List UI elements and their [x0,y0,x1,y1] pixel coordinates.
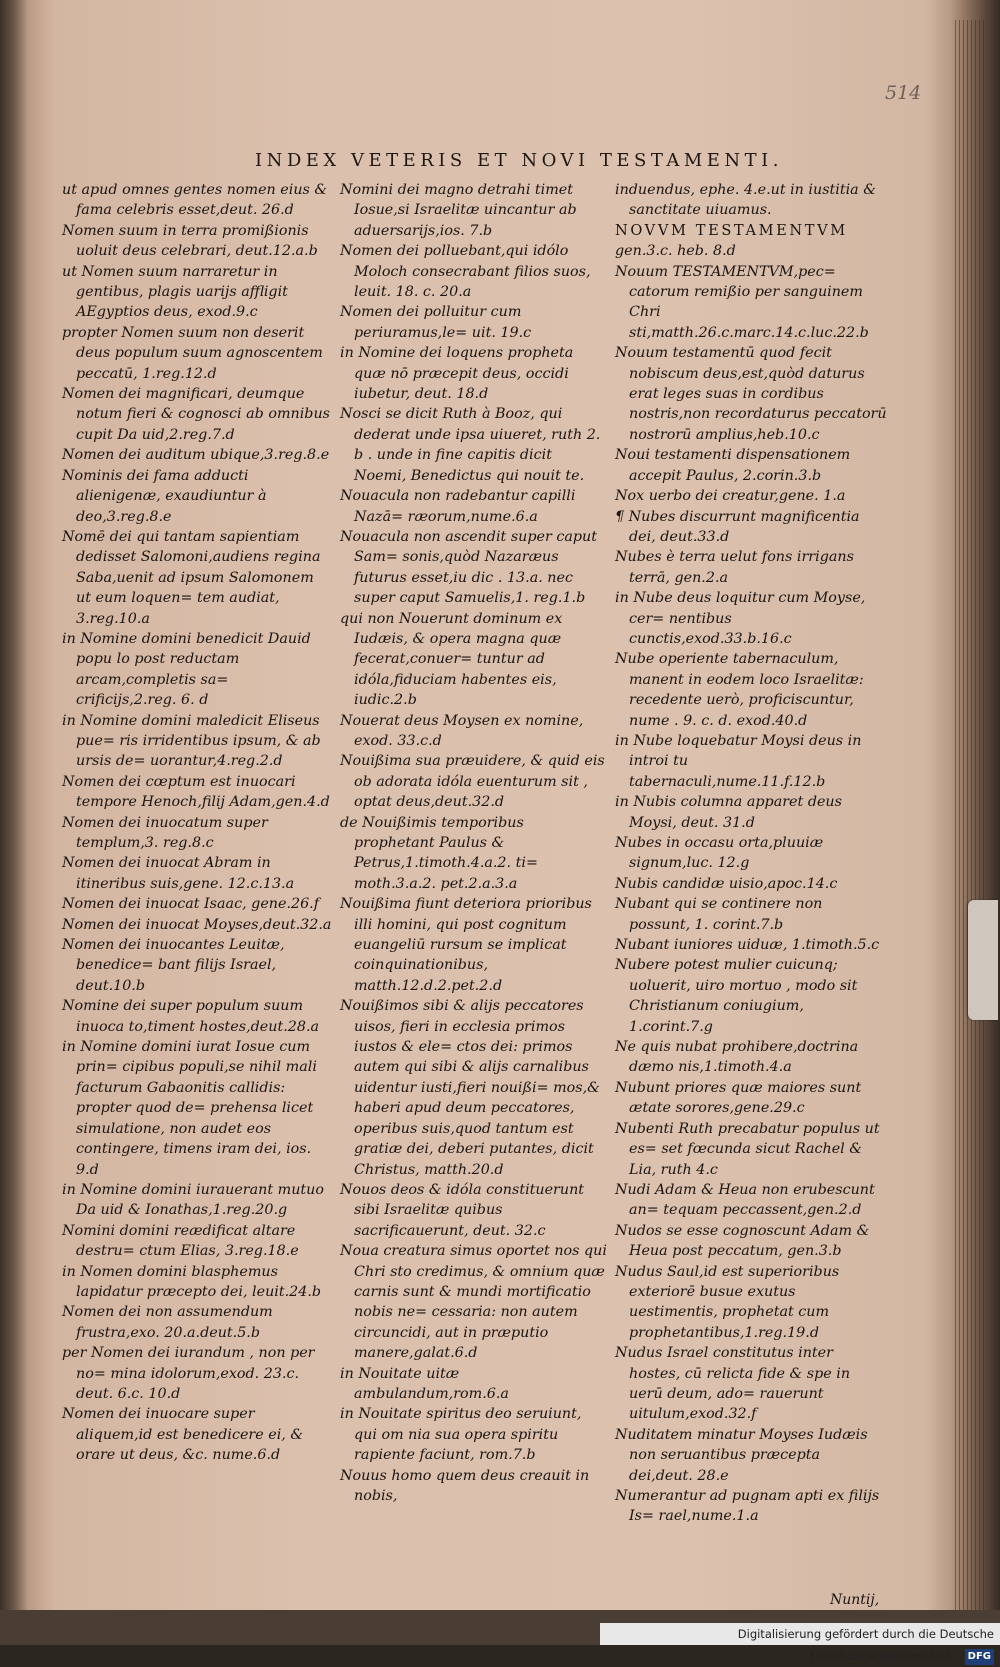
index-entry: induendus, ephe. 4.e.ut in iustitia & sanctitate uiuamus. [615,182,876,219]
folio-number: 514 [885,82,922,104]
index-entry: in Nomine domini benedicit Dauid popu lo post reductam arcam,completis sa= crificijs,2.reg. 6. d [62,630,311,709]
index-entry: Nudos se esse cognoscunt Adam & Heua post peccatum, gen.3.b [615,1222,870,1260]
index-entry: propter Nomen suum non deserit deus populum suum agnoscentem peccatū, 1.reg.12.d [62,324,323,382]
index-entry: Nube operiente tabernaculum, manent in eodem loco Israelitæ: recedente uerò, proficiscuntur, nume . 9. c. d. exod.40.d [615,651,864,729]
index-entry: Nouus homo quem deus creauit in nobis, [340,1467,590,1504]
index-entry: ut Nomen suum narraretur in gentibus, plagis uarijs affligit AEgyptios deus, exod.9.c [62,263,288,321]
index-entry: in Nouitate uitæ ambulandum,rom.6.a [340,1365,509,1402]
index-entry: Nomen dei inuocat Abram in itineribus suis,gene. 12.c.13.a [62,855,295,892]
index-entry: Nomen dei polluitur cum periuramus,le= uit. 19.c [340,304,532,341]
index-entry: Nouum TESTAMENTVM,pec= catorum remißio per sanguinem Chri sti,matth.26.c.marc.14.c.luc.22.b [615,263,869,341]
index-entry: Nomen dei inuocat Isaac, gene.26.f [62,896,320,913]
page-edges [955,20,985,1610]
index-entry: Nomini dei magno detrahi timet Iosue,si Israelitæ uincantur ab aduersarijs,ios. 7.b [340,182,577,239]
index-entry: Nubunt priores quæ maiores sunt ætate sorores,gene.29.c [615,1079,862,1117]
index-entry: Nomine dei super populum suum inuoca to,timent hostes,deut.28.a [62,998,320,1035]
index-entry: Nouißima sua præuidere, & quid eis ob adorata idóla euenturum sit , optat deus,deut.32.d [340,753,605,811]
index-column-1 [62,180,332,1466]
index-entry: Nubant iuniores uiduæ, 1.timoth.5.c [615,937,880,954]
index-entry: Nomini domini reædificat altare destru= ctum Elias, 3.reg.18.e [62,1222,299,1260]
index-entry: Nouißima fiunt deteriora prioribus illi homini, qui post cognitum euangeliū rursum se implicat coinquinationibus, matth.12.d.2.pet.2.d [340,896,592,994]
index-entry: in Nomine domini iurat Iosue cum prin= cipibus populi,se nihil mali facturum Gabaonitis callidis: propter quod de= prehensa licet simulatione, non audet eos contingere, timens iram dei, ios. 9.d [62,1039,317,1178]
index-entry: ut apud omnes gentes nomen eius & fama celebris esset,deut. 26.d [62,182,328,219]
index-entry: Nudus Saul,id est superioribus exteriorē busue exutus uestimentis, prophetat cum prophetantibus,1.reg.19.d [615,1263,840,1341]
index-entry: Nouerat deus Moysen ex nomine, exod. 33.c.d [340,712,584,749]
index-entry: Nomen dei inuocat Moyses,deut.32.a [62,916,332,933]
index-entry: Ne quis nubat prohibere,doctrina dæmo nis,1.timoth.4.a [615,1039,859,1076]
index-entry: Numerantur ad pugnam apti ex filijs Is= rael,nume.1.a [615,1488,880,1525]
catchword: Nuntij, [830,1592,880,1608]
index-entry: Nomē dei qui tantam sapientiam dedisset Salomoni,audiens regina Saba,uenit ad ipsum Salomonem ut eum loquen= tem audiat, 3.reg.10.a [62,528,321,627]
index-entry: qui non Nouerunt dominum ex Iudæis, & opera magna quæ fecerat,conuer= tuntur ad idóla,fiduciam habentes eis, iudic.2.b [340,610,563,709]
index-entry: in Nouitate spiritus deo seruiunt, qui om nia sua opera spiritu rapiente faciunt, rom.7.b [340,1406,582,1464]
index-entry: in Nube deus loquitur cum Moyse, cer= nentibus cunctis,exod.33.b.16.c [615,590,866,647]
index-entry: Nosci se dicit Ruth à Booz, qui dederat unde ipsa uiueret, ruth 2. b . unde in fine capitis dicit Noemi, Benedictus qui nouit te. [340,406,601,484]
index-entry: Nomen suum in terra promißionis uoluit deus celebrari, deut.12.a.b [62,222,318,260]
digitization-footer [600,1623,1000,1663]
running-header: INDEX VETERIS ET NOVI TESTAMENTI. [255,150,784,171]
index-entry: Nomen dei inuocatum super templum,3. reg.8.c [62,814,268,851]
index-column-3 [615,180,887,1527]
index-entry: Nouißimos sibi & alijs peccatores uisos, fieri in ecclesia primos iustos & ele= ctos dei: primos autem qui sibi & alijs carnalibus uidentur iusti,fieri nouißi= mos,& haberi apud deum peccatores, operibus suis,quod tantum est gratiæ dei, deberi putantes, dicit Christus, matth.20.d [340,998,600,1178]
index-entry: Nudus Israel constitutus inter hostes, cū relicta fide & spe in uerū deum, ado= rauerunt uitulum,exod.32.f [615,1345,851,1423]
index-entry: gen.3.c. heb. 8.d [615,243,736,260]
index-entry: Nouum testamentū quod fecit nobiscum deus,est,quòd daturus erat leges suas in cordibus nostris,non recordaturus peccatorū nostrorū amplius,heb.10.c [615,345,887,443]
index-entry: in Nubis columna apparet deus Moysi, deut. 31.d [615,794,842,831]
index-entry: Noua creatura simus oportet nos qui Chri sto credimus, & omnium quæ carnis sunt & mundi mortificatio nobis ne= cessaria: non autem circuncidi, aut in præputio manere,galat.6.d [340,1243,607,1362]
index-column-2 [340,180,608,1506]
dfg-logo: DFG [965,1649,994,1665]
index-entry: Nomen dei magnificari, deumque notum fieri & cognosci ab omnibus cupit Da uid,2.reg.7.d [62,386,330,443]
index-entry: Nomen dei cœptum est inuocari tempore Henoch,filij Adam,gen.4.d [62,773,330,811]
index-entry: Nubere potest mulier cuicunq; uoluerit, uiro mortuo , modo sit Christianum coniugium, 1.corint.7.g [615,957,858,1035]
index-entry: de Nouißimis temporibus prophetant Paulus & Petrus,1.timoth.4.a.2. ti= moth.3.a.2. pet.2.a.3.a [340,814,538,892]
index-entry: Nudi Adam & Heua non erubescunt an= tequam peccassent,gen.2.d [615,1181,875,1219]
index-entry: Noui testamenti dispensationem accepit Paulus, 2.corin.3.b [615,447,851,484]
index-entry: Nubes in occasu orta,pluuiæ signum,luc. 12.g [615,835,824,872]
index-entry: Nomen dei polluebant,qui idólo Moloch consecrabant filios suos, leuit. 18. c. 20.a [340,243,591,301]
index-entry: Nouacula non ascendit super caput Sam= sonis,quòd Nazaræus futurus esset,iu dic . 13.a. nec super caput Samuelis,1. reg.1.b [340,528,597,607]
index-entry: Nouos deos & idóla constituerunt sibi Israelitæ quibus sacrificauerunt, deut. 32.c [340,1181,585,1239]
index-entry: Nomen dei inuocantes Leuitæ, benedice= bant filijs Israel, deut.10.b [62,937,285,994]
index-entry: Nuditatem minatur Moyses Iudæis non seruantibus præcepta dei,deut. 28.e [615,1426,868,1484]
bookmark-tab [968,900,998,1020]
index-entry: Nubis candidæ uisio,apoc.14.c [615,875,838,892]
index-entry: Nominis dei fama adducti alienigenæ, exaudiuntur à deo,3.reg.8.e [62,467,267,525]
index-entry: Nox uerbo dei creatur,gene. 1.a [615,488,846,505]
index-entry: in Nomen domini blasphemus lapidatur præcepto dei, leuit.24.b [62,1263,322,1300]
index-entry: Nomen dei inuocare super aliquem,id est benedicere ei, & orare ut deus, &c. nume.6.d [62,1406,304,1464]
index-entry: ¶ Nubes discurrunt magnificentia dei, deut.33.d [615,508,860,545]
index-entry: Nubes è terra uelut fons irrigans terrā, gen.2.a [615,549,854,586]
index-entry: Nubant qui se continere non possunt, 1. corint.7.b [615,896,823,933]
index-entry: in Nomine domini maledicit Eliseus pue= ris irridentibus ipsum, & ab ursis de= uorantur,4.reg.2.d [62,712,321,770]
index-entry: Nouacula non radebantur capilli Nazā= ræorum,nume.6.a [340,488,576,525]
index-entry: Nomen dei non assumendum frustra,exo. 20.a.deut.5.b [62,1304,273,1341]
index-entry: per Nomen dei iurandum , non per no= mina idolorum,exod. 23.c. deut. 6.c. 10.d [62,1345,315,1402]
index-entry: Nomen dei auditum ubique,3.reg.8.e [62,447,330,464]
section-heading: NOVVM TESTAMENTVM [615,221,848,239]
index-entry: in Nube loquebatur Moysi deus in introi tu tabernaculi,nume.11.f.12.b [615,732,862,790]
index-entry: Nubenti Ruth precabatur populus ut es= set fœcunda sicut Rachel & Lia, ruth 4.c [615,1120,880,1178]
footer-text: Digitalisierung gefördert durch die Deutsche Forschungsgemeinschaft - [737,1627,994,1663]
index-entry: in Nomine dei loquens propheta quæ nō præcepit deus, occidi iubetur, deut. 18.d [340,345,574,403]
index-entry: in Nomine domini iurauerant mutuo Da uid & Ionathas,1.reg.20.g [62,1181,324,1219]
